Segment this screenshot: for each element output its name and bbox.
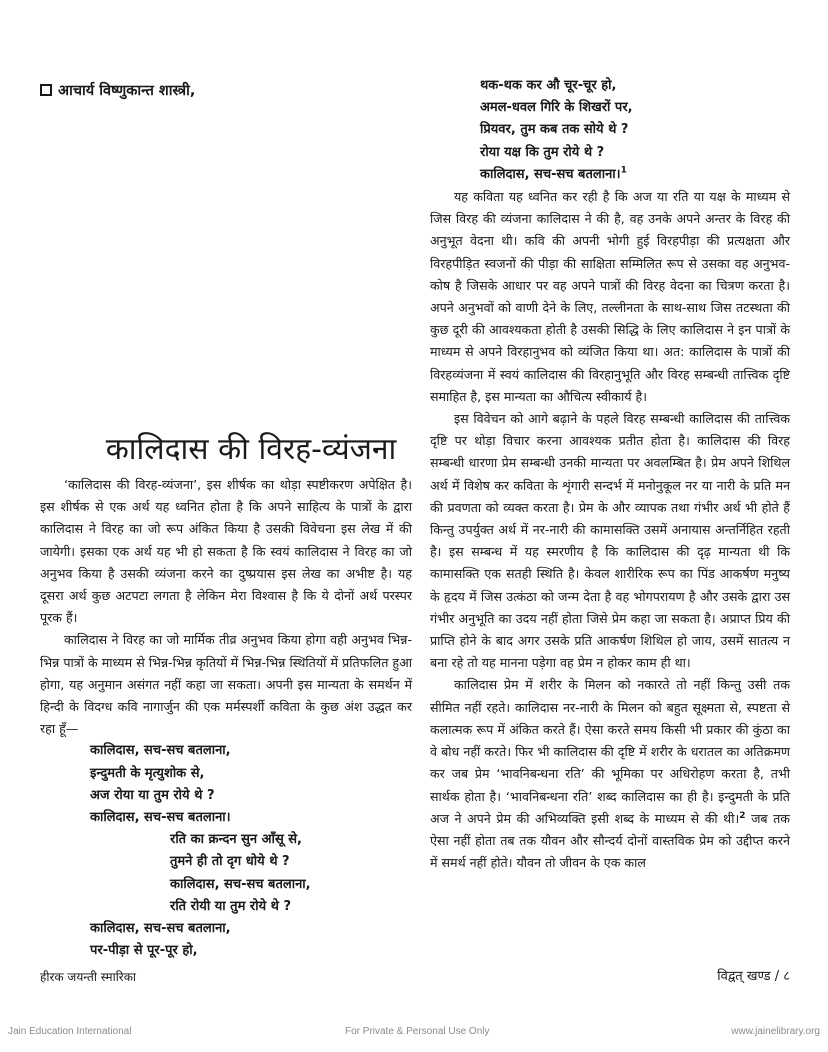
right-column — [430, 75, 790, 874]
poem-line: कालिदास, सच-सच बतलाना, — [170, 876, 311, 892]
poem-line: रति का क्रन्दन सुन आँसू से, — [170, 832, 302, 848]
poem-continuation — [430, 75, 790, 186]
paragraph: कालिदास ने विरह का जो मार्मिक तीव्र अनुभव किया होगा वही अनुभव भिन्न-भिन्न पात्रों के माध्यम से भिन्न-भिन्न कृतियों में भिन्न-भिन्न स्थितियों में प्रतिफलित हुआ होगा, यह अनुमान असंगत नहीं कहा जा सकता। अपनी इस मान्यता के समर्थन में हिन्दी के विदग्ध कवि नागार्जुन की एक मर्मस्पर्शी कविता के कुछ अंश उद्धत कर रहा हूँ— — [40, 632, 412, 737]
poem-line: इन्दुमती के मृत्युशोक से, — [90, 765, 205, 781]
poem-line: कालिदास, सच-सच बतलाना। — [90, 810, 231, 826]
poem-line: रति रोयी या तुम रोये थे ? — [170, 898, 292, 914]
paragraph: यह कविता यह ध्वनित कर रही है कि अज या रति या यक्ष के माध्यम से जिस विरह की व्यंजना कालिदास ने की है, वह उनके अपने अन्तर के विरह की अनुभूत वेदना थी। कवि की अपनी भोगी हुई विरहपीड़ा की प्रत्यक्षता और विरहपीड़ित स्वजनों की पीड़ा की साक्षिता सम्मिलित रूप से उसका वह अनुभव-कोष है जिसके आधार पर वह अपने पात्रों की विरह वेदना का चित्रण करता है। अपने अनुभवों को वाणी देने के लिए, तल्लीनता के साथ-साथ जिस तटस्थता की कुछ दूरी की आवश्यकता होती है उसकी सिद्धि के लिए कालिदास ने इन पात्रों के माध्यम से अपने विरहानुभव को व्यंजित किया था। अत: कालिदास के पात्रों की विरहव्यंजना में स्वयं कालिदास की विरहानुभूति और विरह सम्बन्धी तात्त्विक दृष्टि समाहित है, इस मान्यता का औचित्य स्वीकार्य है। — [430, 189, 790, 404]
poem-quote — [40, 740, 412, 962]
poem-line: थक-थक कर औ चूर-चूर हो, — [480, 78, 617, 93]
poem-line: कालिदास, सच-सच बतलाना।$^1$ — [480, 165, 627, 182]
poem-line: प्रियवर, तुम कब तक सोये थे ? — [480, 122, 629, 138]
footer-page-number: विद्वत् खण्ड / ८ — [717, 969, 790, 984]
bottom-bar-left: Jain Education International — [8, 1026, 132, 1037]
footnote-ref: 2 — [739, 810, 746, 821]
footnote-ref: 1 — [620, 165, 627, 176]
footer-publication: हीरक जयन्ती स्मारिका — [40, 970, 137, 984]
poem-line: अज रोया या तुम रोये थे ? — [90, 787, 215, 803]
article-title: कालिदास की विरह-व्यंजना — [105, 432, 397, 467]
bottom-bar-center: For Private & Personal Use Only — [345, 1026, 490, 1037]
poem-line: कालिदास, सच-सच बतलाना, — [90, 921, 231, 937]
poem-line: अमल-धवल गिरि के शिखरों पर, — [480, 100, 633, 116]
paragraph: ‘कालिदास की विरह-व्यंजना’, इस शीर्षक का थोड़ा स्पष्टीकरण अपेक्षित है। इस शीर्षक से एक अर्थ यह ध्वनित होता है कि अपने साहित्य के पात्रों के द्वारा कालिदास ने विरह का जो रूप अंकित किया है उसकी विवेचना इस लेख में की जायेगी। इसका एक अर्थ यह भी हो सकता है कि स्वयं कालिदास ने विरह का जो अनुभव किया है उसकी व्यंजना करने का दुष्प्रयास इस लेख का अभीष्ट है। यह दूसरा अर्थ कुछ अटपटा लगता है लेकिन मेरा विश्वास है कि ये दोनों अर्थ परस्पर पूरक हैं। — [40, 477, 412, 626]
poem-line: तुमने ही तो दृग धोये थे ? — [170, 854, 290, 870]
author-line — [40, 80, 195, 100]
author-name: आचार्य विष्णुकान्त शास्त्री, — [58, 83, 196, 99]
square-bullet-icon — [40, 84, 52, 96]
poem-line: पर-पीड़ा से पूर-पूर हो, — [90, 943, 198, 959]
poem-line: रोया यक्ष कि तुम रोये थे ? — [480, 144, 605, 160]
paragraph: कालिदास प्रेम में शरीर के मिलन को नकारते तो नहीं किन्तु उसी तक सीमित नहीं रहते। कालिदास नर-नारी के मिलन को बहुत सूक्ष्मता से, स्पष्टता से कलात्मक रूप में अंकित करते हैं। ऐसा करते समय किसी भी प्रकार की कुंठा का वे बोध नहीं करते। फिर भी कालिदास की दृष्टि में शरीर के धरातल का अतिक्रमण कर जब प्रेम ‘भावनिबन्धना रति’ की भूमिका पर अधिरोहण करता है, तभी सार्थक होता है। ‘भावनिबन्धना रति’ शब्द कालिदास का ही है। इन्दुमती के प्रति अज ने अपने प्रेम की अभिव्यक्ति इसी शब्द के माध्यम से की थी।$^2$ जब तक ऐसा नहीं होता तब तक यौवन और सौन्दर्य दोनों वास्तविक प्रेम को उद्दीप्त करने में समर्थ नहीं होते। यौवन तो जीवन के एक काल — [430, 677, 790, 871]
paragraph: इस विवेचन को आगे बढ़ाने के पहले विरह सम्बन्धी कालिदास की तात्त्विक दृष्टि पर थोड़ा विचार करना आवश्यक प्रतीत होता है। कालिदास की विरह सम्बन्धी धारणा प्रेम सम्बन्धी उनकी मान्यता पर अवलम्बित है। प्रेम अपने शिथिल अर्थ में विशेष कर कविता के शृंगारी सन्दर्भ में मनोनुकूल नर या नारी के प्रति मन की प्रवणता को व्यक्त करता है। प्रेम के और व्यापक तथा गंभीर अर्थ भी होते हैं किन्तु उपर्युक्त अर्थ में नर-नारी की कामासक्ति उसमें अनायास अन्तर्निहित रहती है। इस सम्बन्ध में यह स्मरणीय है कि कालिदास की दृढ़ मान्यता थी कि कामासक्ति एक सतही स्थिति है। केवल शारीरिक रूप का पिंड आकर्षण मनुष्य के हृदय में जिस उत्कंठा को जन्म देता है वह भोगपरायण है और उसके द्वारा उस गंभीर अनुभूति का उदय नहीं होता जिसे प्रेम कहा जा सकता है। अप्राप्त प्रिय की प्राप्ति होने के बाद अगर उसके प्रति आकर्षण शिथिल हो जाय, उसमें सातत्य न बना रहे तो यह मानना पड़ेगा वह प्रेम न होकर काम ही था। — [430, 411, 790, 671]
bottom-bar-right[interactable]: www.jainelibrary.org — [731, 1026, 820, 1037]
left-column — [40, 430, 412, 962]
poem-line: कालिदास, सच-सच बतलाना, — [90, 743, 231, 759]
